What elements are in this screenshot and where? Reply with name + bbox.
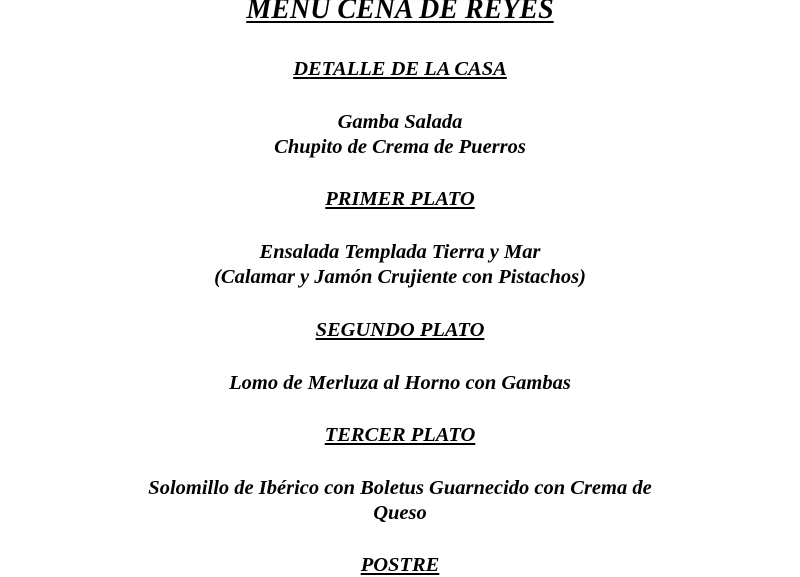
- dish-solomillo-line-2: Queso: [373, 502, 427, 524]
- section-heading-detalle: DETALLE DE LA CASA: [293, 58, 507, 80]
- dish-ensalada-detail: (Calamar y Jamón Crujiente con Pistachos): [214, 266, 586, 288]
- dish-gamba-salada: Gamba Salada: [337, 111, 463, 133]
- section-heading-segundo-plato: SEGUNDO PLATO: [315, 319, 485, 341]
- dish-solomillo-line-1: Solomillo de Ibérico con Boletus Guarnecido con Crema de: [148, 477, 652, 499]
- dish-ensalada: Ensalada Templada Tierra y Mar: [259, 241, 541, 263]
- section-heading-tercer-plato: TERCER PLATO: [324, 424, 476, 446]
- menu-title: MENU CENA DE REYES: [246, 0, 554, 25]
- section-heading-postre: POSTRE: [360, 554, 440, 576]
- section-heading-primer-plato: PRIMER PLATO: [325, 188, 475, 210]
- dish-chupito: Chupito de Crema de Puerros: [274, 136, 526, 158]
- dish-lomo-merluza: Lomo de Merluza al Horno con Gambas: [229, 372, 571, 394]
